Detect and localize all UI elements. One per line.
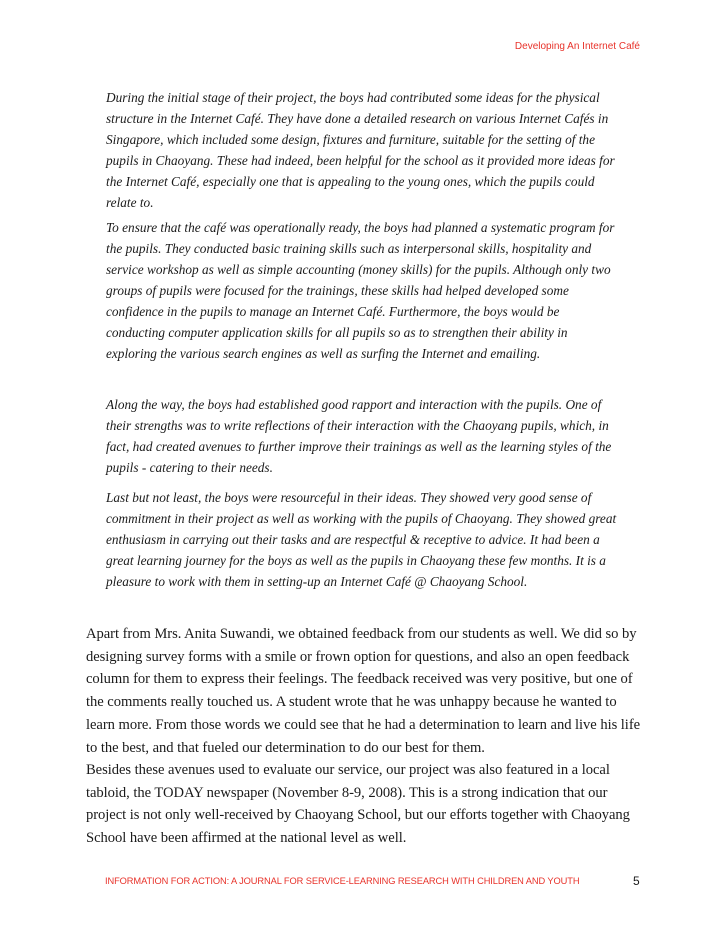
quote-paragraph-4: Last but not least, the boys were resourceful in their ideas. They showed very good sense of commitment in their project as well as working with the pupils of Chaoyang. They showed great enthusiasm in carrying out their tasks and are respectful & receptive to advice. It had been a great learning journey for the boys as well as the pupils in Chaoyang these few months. It is a pleasure to work with them in setting-up an Internet Café @ Chaoyang School.: [106, 490, 617, 589]
quote-paragraph-3: Along the way, the boys had established good rapport and interaction with the pupils. One of their strengths was to write reflections of their interaction with the Chaoyang pupils, which, in fact, had created avenues to further improve their trainings as well as the learning styles of the pupils - catering to their needs.: [106, 397, 612, 475]
journal-footer: INFORMATION FOR ACTION: A JOURNAL FOR SERVICE-LEARNING RESEARCH WITH CHILDREN AND YOUTH: [105, 876, 580, 886]
quote-paragraph-1: During the initial stage of their project, the boys had contributed some ideas for the physical structure in the Internet Café. They have done a detailed research on various Internet Cafés in Singapore, which included some design, fixtures and furniture, suitable for the setting of the pupils in Chaoyang. These had indeed, been helpful for the school as it provided more ideas for the Internet Café, especially one that is appealing to the young ones, which the pupils could relate to.: [106, 90, 615, 210]
running-header: Developing An Internet Café: [514, 41, 640, 52]
body-paragraph-2: Besides these avenues used to evaluate our service, our project was also featured in a local tabloid, the TODAY newspaper (November 8-9, 2008). This is a strong indication that our project is not only well-received by Chaoyang School, but our efforts together with Chaoyang School have been affirmed at the national level as well.: [86, 762, 630, 847]
page-number: 5: [633, 874, 640, 888]
quote-paragraph-2: To ensure that the café was operationally ready, the boys had planned a systematic program for the pupils. They conducted basic training skills such as interpersonal skills, hospitality and service workshop as well as simple accounting (money skills) for the pupils. Although only two groups of pupils were focused for the trainings, these skills had helped developed some confidence in the pupils to manage an Internet Café. Furthermore, the boys would be conducting computer application skills for all pupils so as to strengthen their ability in exploring the various search engines as well as surfing the Internet and emailing.: [106, 220, 615, 361]
body-paragraph-1: Apart from Mrs. Anita Suwandi, we obtained feedback from our students as well. We did so by designing survey forms with a smile or frown option for questions, and also an open feedback column for them to express their feelings. The feedback received was very positive, but one of the comments really touched us. A student wrote that he was unhappy because he wanted to learn more. From those words we could see that he had a determination to learn and live his life to the best, and that fueled our determination to do our best for them.: [86, 626, 641, 756]
